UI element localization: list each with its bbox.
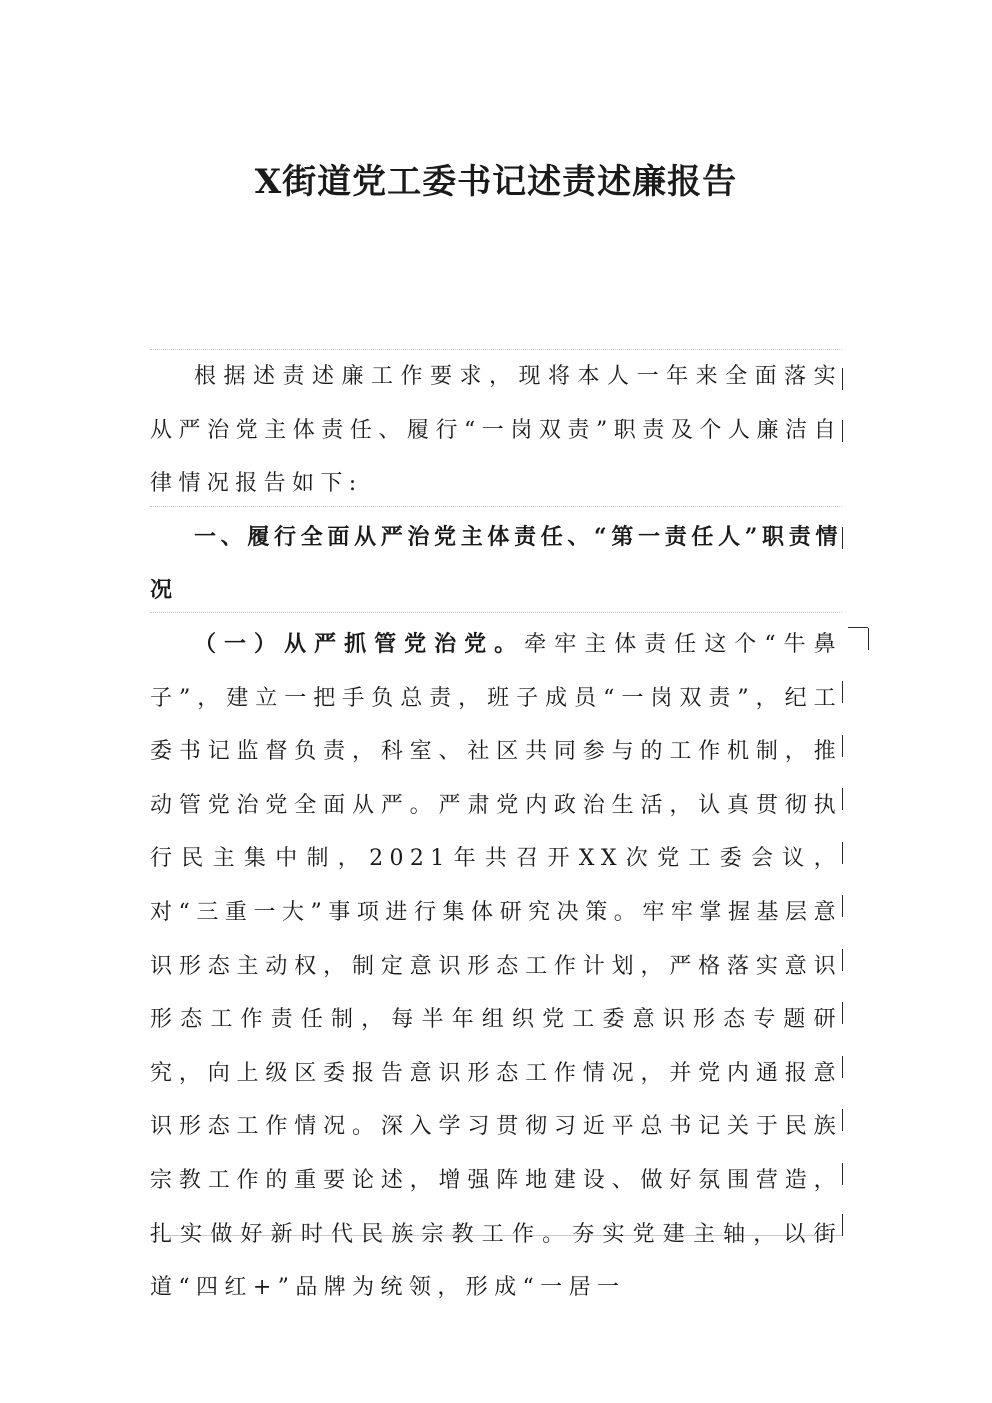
line-end-marker (842, 1109, 843, 1131)
section-heading: 一、履行全面从严治党主体责任、“第一责任人”职责情况 (150, 523, 842, 604)
subsection-paragraph (150, 618, 842, 1315)
line-end-marker (842, 527, 843, 549)
intro-paragraph: 根据述责述廉工作要求，现将本人一年来全面落实从严治党主体责任、履行“一岗双责”职责及个人廉洁自律情况报告如下: (150, 364, 842, 497)
line-end-marker (842, 368, 843, 390)
line-end-marker (842, 949, 843, 971)
line-end-marker (868, 628, 869, 650)
line-end-marker (842, 1214, 843, 1236)
line-end-marker (842, 788, 843, 810)
line-end-marker (842, 1056, 843, 1078)
subsection-lead: （一）从严抓管党治党。 (194, 630, 525, 657)
line-end-marker (842, 735, 843, 757)
line-end-marker (842, 895, 843, 917)
line-end-marker (842, 420, 843, 442)
subsection-body: 牵牢主体责任这个“牛鼻子”，建立一把手负总责，班子成员“一岗双责”，纪工委书记监督负责，科室、社区共同参与的工作机制，推动管党治党全面从严。严肃党内政治生活，认真贯彻执行民主集中制，2021年共召开XX次党工委会议，对“三重一大”事项进行集体研究决策。牢牢掌握基层意识形态主动权，制定意识形态工作计划，严格落实意识形态工作责任制，每半年组织党工委意识形态专题研究，向上级区委报告意识形态工作情况，并党内通报意识形态工作情况。深入学习贯彻习近平总书记关于民族宗教工作的重要论述，增强阵地建设、做好氛围营造，扎实做好新时代民族宗教工作。夯实党建主轴，以街道“四红+”品牌为统领，形成“一居一 (150, 631, 842, 1301)
document-body (150, 350, 842, 1315)
document-title: X街道党工委书记述责述廉报告 (254, 162, 738, 202)
line-end-marker (842, 681, 843, 703)
line-end-marker (842, 842, 843, 864)
line-end-marker (848, 627, 868, 628)
line-end-marker (842, 1163, 843, 1185)
line-end-marker (842, 1002, 843, 1024)
